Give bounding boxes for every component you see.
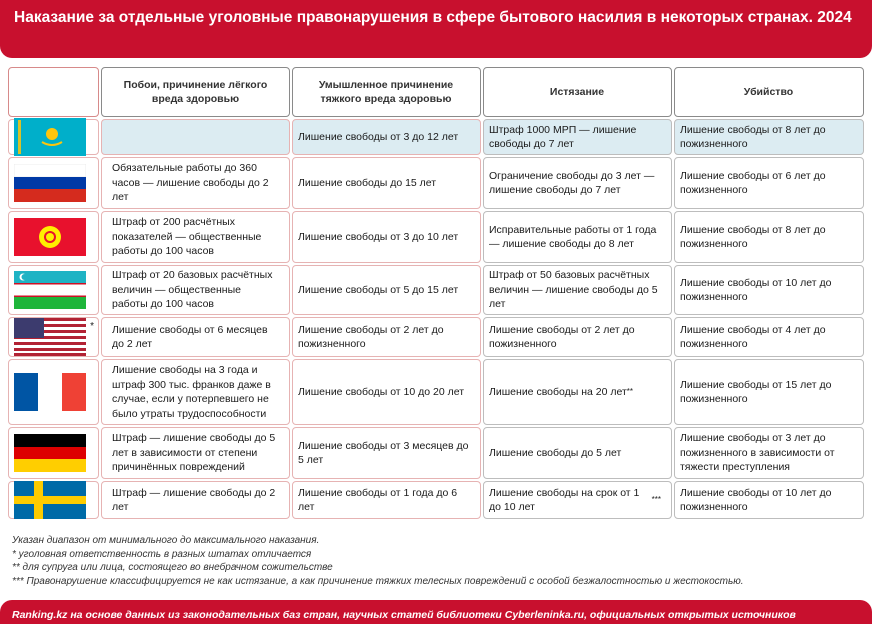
cell-torture: Лишение свободы от 2 лет до пожизненного (483, 317, 672, 357)
table-row-sweden (8, 481, 864, 519)
header-murder: Убийство (674, 67, 864, 117)
cell-murder: Лишение свободы от 10 лет до пожизненного (674, 265, 864, 315)
cell-murder: Лишение свободы от 15 лет до пожизненного (674, 359, 864, 425)
flag-kazakhstan-icon (14, 118, 86, 156)
table-row-uzbekistan (8, 265, 864, 315)
cell-beating (101, 119, 290, 155)
flag-kyrgyzstan-icon (14, 218, 86, 256)
cell-beating: Лишение свободы от 6 месяцев до 2 лет (101, 317, 290, 357)
header-country (8, 67, 99, 117)
penalty-table (8, 67, 864, 519)
cell-torture: Штраф 1000 МРП — лишение свободы до 7 лет (483, 119, 672, 155)
cell-grievous-harm: Лишение свободы от 5 до 15 лет (292, 265, 481, 315)
country-cell (8, 359, 99, 425)
country-cell (8, 427, 99, 479)
cell-torture-text: Лишение свободы на 20 лет (489, 385, 627, 398)
country-cell (8, 317, 99, 357)
cell-murder: Лишение свободы от 4 лет до пожизненного (674, 317, 864, 357)
cell-beating: Штраф — лишение свободы до 2 лет (101, 481, 290, 519)
table-row-kyrgyzstan (8, 211, 864, 263)
cell-grievous-harm: Лишение свободы до 15 лет (292, 157, 481, 209)
flag-uzbekistan-icon (14, 271, 86, 309)
cell-grievous-harm: Лишение свободы от 3 месяцев до 5 лет (292, 427, 481, 479)
table-row-germany (8, 427, 864, 479)
country-cell (8, 265, 99, 315)
cell-murder: Лишение свободы от 3 лет до пожизненного в зависимости от тяжести преступления (674, 427, 864, 479)
footnote-1: * уголовная ответственность в разных штатах отличается (12, 548, 312, 560)
footnote-mark: ** (626, 386, 634, 396)
table-row-france (8, 359, 864, 425)
footnote-range: Указан диапазон от минимального до максимального наказания. (12, 535, 320, 546)
cell-torture: Штраф от 50 базовых расчётных величин — лишение свободы до 5 лет (483, 265, 672, 315)
flag-usa-icon (14, 318, 86, 356)
cell-grievous-harm: Лишение свободы от 2 лет до пожизненного (292, 317, 481, 357)
header-banner (0, 0, 872, 58)
header-torture: Истязание (483, 67, 672, 117)
cell-torture: Исправительные работы от 1 года — лишение свободы до 8 лет (483, 211, 672, 263)
cell-torture (483, 359, 672, 425)
header-beating: Побои, причинение лёгкого вреда здоровью (101, 67, 290, 117)
cell-torture (483, 481, 672, 519)
page-title: Наказание за отдельные уголовные правонарушения в сфере бытового насилия в некоторых странах. 2024 (14, 9, 852, 26)
cell-torture: Лишение свободы до 5 лет (483, 427, 672, 479)
footnote-2: ** для супруга или лица, состоящего во внебрачном сожительстве (12, 562, 333, 573)
flag-germany-icon (14, 434, 86, 472)
source-footer (0, 600, 872, 624)
flag-footnote-mark: * (90, 321, 94, 332)
country-cell (8, 481, 99, 519)
table-header-row (8, 67, 864, 117)
cell-torture-text: Лишение свободы на срок от 1 до 10 лет (489, 486, 640, 513)
cell-grievous-harm: Лишение свободы от 10 до 20 лет (292, 359, 481, 425)
footnote-3: *** Правонарушение классифицируется не как истязание, а как причинение тяжких телесных повреждений с особой безжалостностью и жестокостью. (12, 575, 744, 587)
country-cell (8, 119, 99, 155)
footnote-mark: *** (651, 494, 661, 504)
cell-beating: Лишение свободы на 3 года и штраф 300 тыс. франков даже в случае, если у потерпевшего не было утраты трудоспособности (101, 359, 290, 425)
cell-murder: Лишение свободы от 8 лет до пожизненного (674, 119, 864, 155)
flag-france-icon (14, 373, 86, 411)
table-row-usa (8, 317, 864, 357)
flag-russia-icon (14, 164, 86, 202)
cell-beating: Штраф от 200 расчётных показателей — общественные работы до 100 часов (101, 211, 290, 263)
country-cell (8, 211, 99, 263)
cell-torture: Ограничение свободы до 3 лет — лишение свободы до 7 лет (483, 157, 672, 209)
cell-grievous-harm: Лишение свободы от 1 года до 6 лет (292, 481, 481, 519)
cell-murder: Лишение свободы от 8 лет до пожизненного (674, 211, 864, 263)
source-text: Ranking.kz на основе данных из законодательных баз стран, научных статей библиотеки Cyberleninka.ru, официальных открытых источников (12, 609, 796, 621)
cell-beating: Обязательные работы до 360 часов — лишение свободы до 2 лет (101, 157, 290, 209)
footnotes (12, 534, 862, 588)
flag-sweden-icon (14, 481, 86, 519)
header-grievous-harm: Умышленное причинение тяжкого вреда здоровью (292, 67, 481, 117)
cell-beating: Штраф — лишение свободы до 5 лет в зависимости от степени причинённых повреждений (101, 427, 290, 479)
cell-beating: Штраф от 20 базовых расчётных величин — общественные работы до 100 часов (101, 265, 290, 315)
cell-grievous-harm: Лишение свободы от 3 до 10 лет (292, 211, 481, 263)
cell-grievous-harm: Лишение свободы от 3 до 12 лет (292, 119, 481, 155)
table-row-russia (8, 157, 864, 209)
country-cell (8, 157, 99, 209)
cell-murder: Лишение свободы от 6 лет до пожизненного (674, 157, 864, 209)
table-row-kazakhstan (8, 119, 864, 155)
cell-murder: Лишение свободы от 10 лет до пожизненного (674, 481, 864, 519)
